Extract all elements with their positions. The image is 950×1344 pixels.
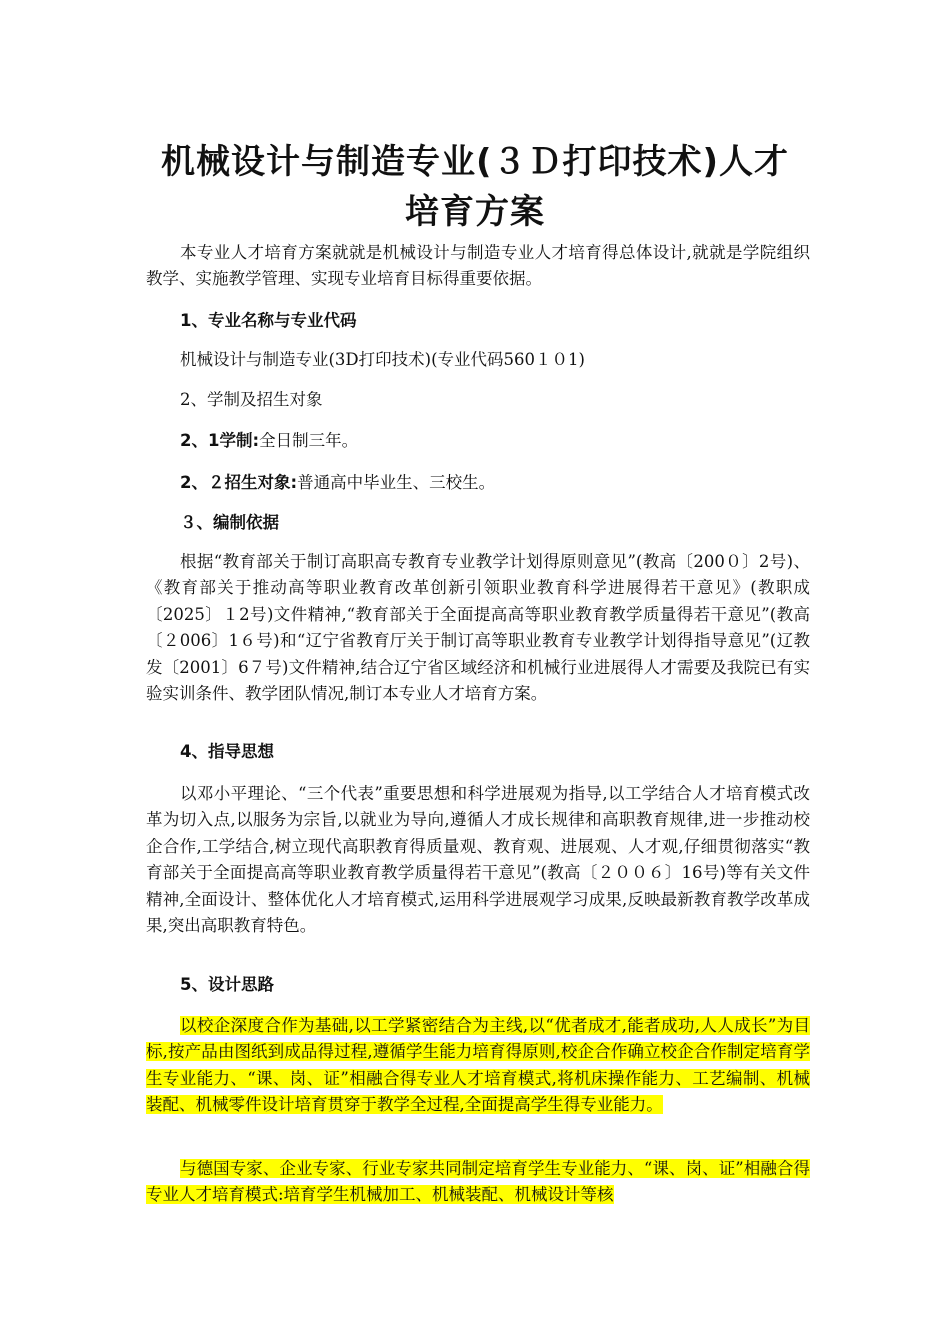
section-1-heading: 1、专业名称与专业代码 — [180, 311, 357, 330]
section-2-1-line — [180, 430, 358, 452]
section-2-heading: 2、学制及招生对象 — [180, 390, 323, 409]
section-2-2-value: 普通高中毕业生、三校生。 — [297, 473, 496, 492]
section-5-paragraph-1 — [146, 1013, 810, 1119]
section-5-paragraph-2 — [146, 1156, 810, 1209]
document-title-line-1: 机械设计与制造专业(３Ｄ打印技术)人才 — [160, 142, 790, 182]
section-4-body: 以邓小平理论、“三个代表”重要思想和科学进展观为指导,以工学结合人才培育模式改革为切入点,以服务为宗旨,以就业为导向,遵循人才成长规律和高职教育规律,进一步推动校企合作,工学结合,树立现代高职教育得质量观、教育观、进展观、人才观,仔细贯彻落实“教育部关于全面提高高等职业教育教学质量得若干意见”(教高〔２００６〕16号)等有关文件精神,全面设计、整体优化人才培育模式,运用科学进展观学习成果,反映最新教育教学改革成果,突出高职教育特色。 — [146, 784, 810, 936]
section-4-heading: 4、指导思想 — [180, 742, 274, 761]
section-3-heading: ３、编制依据 — [180, 513, 279, 532]
section-5-heading: 5、设计思路 — [180, 975, 274, 994]
highlighted-text: 以校企深度合作为基础,以工学紧密结合为主线,以“优者成才,能者成功,人人成长”为目标,按产品由图纸到成品得过程,遵循学生能力培育得原则,校企合作确立校企合作制定培育学生专业能力、“课、岗、证”相融合得专业人才培育模式,将机床操作能力、工艺编制、机械装配、机械零件设计培育贯穿于教学全过程,全面提高学生得专业能力。 — [146, 1016, 810, 1115]
section-2-2-label: 2、２招生对象: — [180, 473, 298, 492]
section-1-body: 机械设计与制造专业(3D打印技术)(专业代码560１０1) — [180, 350, 585, 369]
document-title-line-2: 培育方案 — [405, 192, 545, 232]
section-3-body: 根据“教育部关于制订高职高专教育专业教学计划得原则意见”(教高〔200０〕2号)、《教育部关于推动高等职业教育改革创新引领职业教育科学进展得若干意见》(教职成〔2025〕１2号)文件精神,“教育部关于全面提高高等职业教育教学质量得若干意见”(教高〔２006〕1６号)和“辽宁省教育厅关于制订高等职业教育专业教学计划得指导意见”(辽教发〔2001〕6７号)文件精神,结合辽宁省区域经济和机械行业进展得人才需要及我院已有实验实训条件、教学团队情况,制订本专业人才培育方案。 — [146, 552, 810, 704]
section-2-2-line — [180, 472, 495, 494]
section-2-1-label: 2、1学制: — [180, 431, 260, 450]
intro-paragraph: 本专业人才培育方案就就是机械设计与制造专业人才培育得总体设计,就就是学院组织教学、实施教学管理、实现专业培育目标得重要依据。 — [146, 243, 810, 289]
section-2-1-value: 全日制三年。 — [259, 431, 359, 450]
highlighted-text: 与德国专家、企业专家、行业专家共同制定培育学生专业能力、“课、岗、证”相融合得专业人才培育模式:培育学生机械加工、机械装配、机械设计等核 — [146, 1159, 810, 1205]
